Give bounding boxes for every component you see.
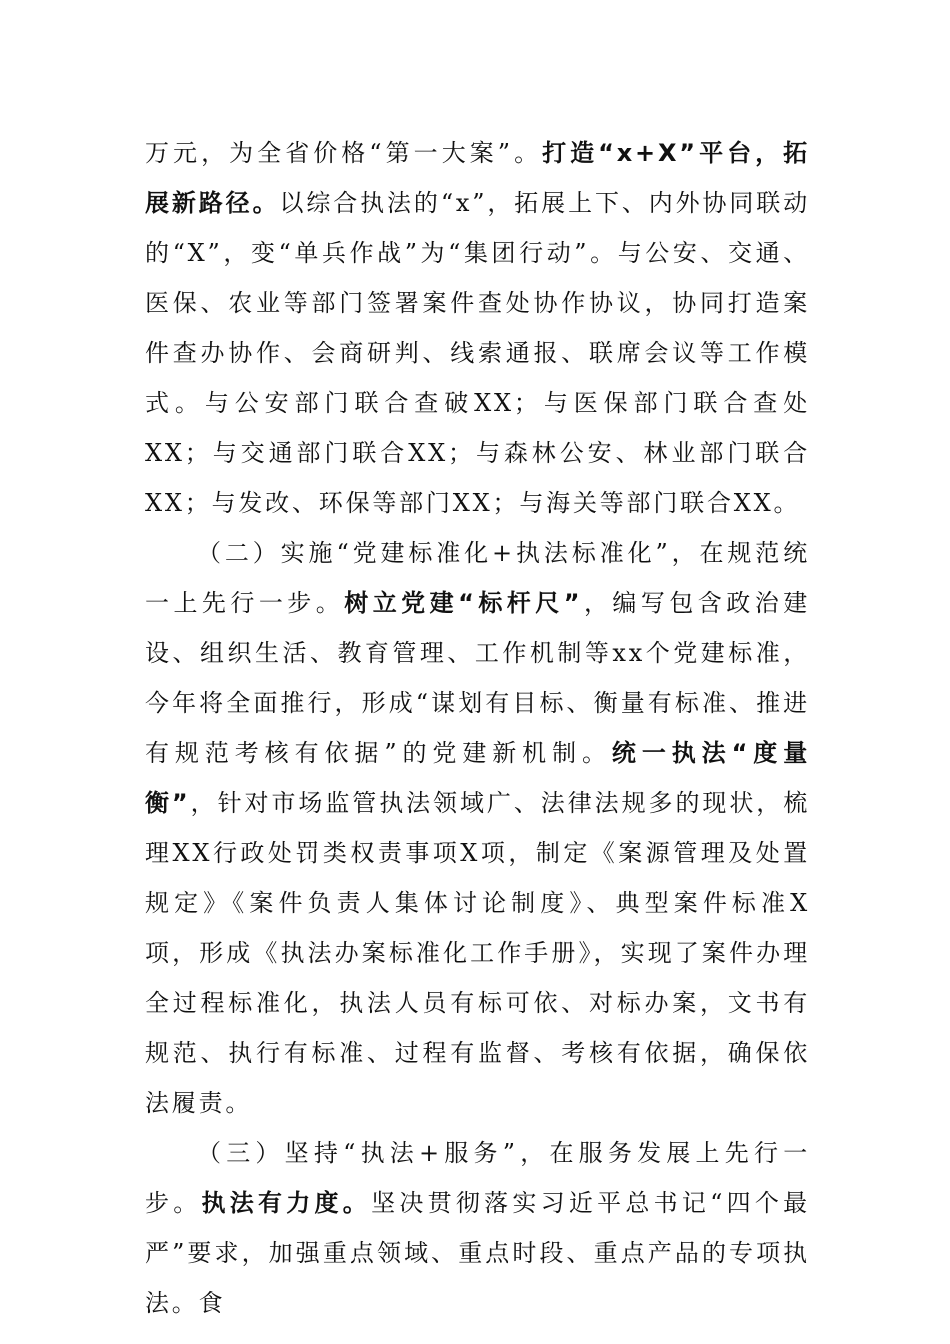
text-run: 以综合执法的“x”，拓展上下、内外协同联动的“X”，变“单兵作战”为“集团行动”。与公安、交通、医保、农业等部门签署案件查处协作协议，协同打造案件查办协作、会商研判、线索通报、联席会议等工作模式。与公安部门联合查破XX；与医保部门联合查处XX；与交通部门联合XX；与森林公安、林业部门联合XX；与发改、环保等部门XX；与海关等部门联合XX。: [145, 189, 811, 517]
text-run: ，针对市场监管执法领域广、法律法规多的现状，梳理XX行政处罚类权责事项X项，制定《案源管理及处置规定》《案件负责人集体讨论制度》、典型案件标准X项，形成《执法办案标准化工作手册》，实现了案件办理全过程标准化，执法人员有标可依、对标办案，文书有规范、执行有标准、过程有监督、考核有依据，确保依法履责。: [145, 789, 810, 1117]
paragraph-2: [145, 528, 810, 1128]
paragraph-3: [145, 1128, 810, 1328]
text-run: （二）实施“党建标准化+执法标准化”，在规范统一上先行一步。: [145, 539, 810, 617]
bold-heading-run: 统一执法“度量衡”: [145, 739, 810, 817]
bold-heading-run: 打造“x+X”平台，拓展新路径。: [145, 139, 810, 217]
document-page: [145, 128, 810, 1328]
paragraph-1: [145, 128, 810, 528]
text-run: （三）坚持“执法+服务”，在服务发展上先行一步。: [145, 1139, 810, 1217]
text-run: 坚决贯彻落实习近平总书记“四个最严”要求，加强重点领域、重点时段、重点产品的专项执法。食: [145, 1189, 810, 1317]
text-run: 万元，为全省价格“第一大案”。: [145, 139, 543, 167]
bold-heading-run: 执法有力度。: [201, 1189, 372, 1217]
text-run: ，编写包含政治建设、组织生活、教育管理、工作机制等xx个党建标准，今年将全面推行，形成“谋划有目标、衡量有标准、推进有规范考核有依据”的党建新机制。: [145, 589, 810, 767]
bold-heading-run: 树立党建“标杆尺”: [344, 589, 583, 617]
